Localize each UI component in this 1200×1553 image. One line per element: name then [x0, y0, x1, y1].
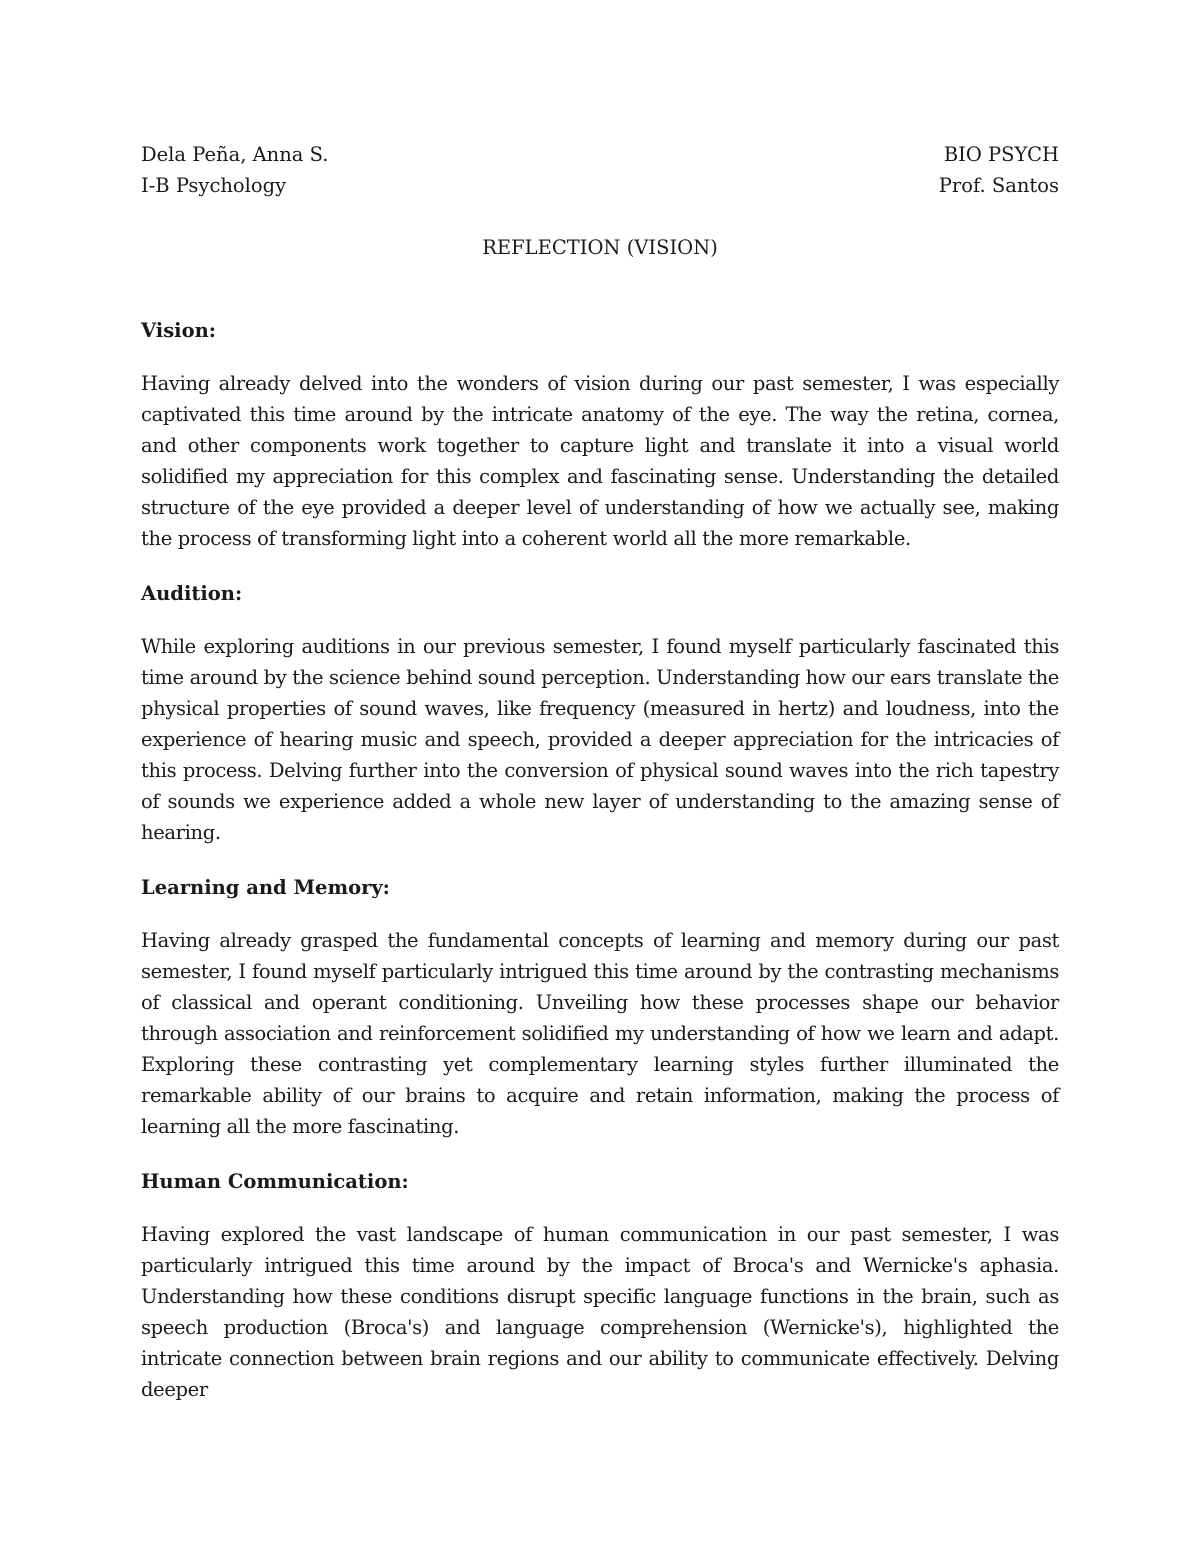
section-vision	[141, 315, 1059, 554]
student-section: I-B Psychology	[141, 174, 287, 197]
professor-name: Prof. Santos	[938, 174, 1059, 197]
section-body: Having already delved into the wonders of vision during our past semester, I was especially captivated this time around by the intricate anatomy of the eye. The way the retina, cornea, and other components work together to capture light and translate it into a visual world solidified my appreciation for this complex and fascinating sense. Understanding the detailed structure of the eye provided a deeper level of understanding of how we actually see, making the process of transforming light into a coherent world all the more remarkable.	[141, 372, 1059, 550]
header-row-1	[141, 139, 1059, 170]
section-heading: Audition:	[141, 582, 243, 605]
course-name: BIO PSYCH	[943, 143, 1059, 166]
student-name: Dela Peña, Anna S.	[141, 143, 329, 166]
document-title: REFLECTION (VISION)	[482, 236, 718, 259]
section-learning-memory	[141, 872, 1059, 1142]
document-page	[141, 139, 1059, 1429]
section-heading: Human Communication:	[141, 1170, 409, 1193]
section-body: Having explored the vast landscape of human communication in our past semester, I was particularly intrigued this time around by the impact of Broca's and Wernicke's aphasia. Understanding how these conditions disrupt specific language functions in the brain, such as speech production (Broca's) and language comprehension (Wernicke's), highlighted the intricate connection between brain regions and our ability to communicate effectively. Delving deeper	[141, 1223, 1059, 1401]
header-row-2	[141, 170, 1059, 201]
section-body: While exploring auditions in our previous semester, I found myself particularly fascinated this time around by the science behind sound perception. Understanding how our ears translate the physical properties of sound waves, like frequency (measured in hertz) and loudness, into the experience of hearing music and speech, provided a deeper appreciation for the intricacies of this process. Delving further into the conversion of physical sound waves into the rich tapestry of sounds we experience added a whole new layer of understanding to the amazing sense of hearing.	[141, 635, 1059, 844]
section-heading: Vision:	[141, 319, 216, 342]
section-heading: Learning and Memory:	[141, 876, 390, 899]
section-body: Having already grasped the fundamental concepts of learning and memory during our past semester, I found myself particularly intrigued this time around by the contrasting mechanisms of classical and operant conditioning. Unveiling how these processes shape our behavior through association and reinforcement solidified my understanding of how we learn and adapt. Exploring these contrasting yet complementary learning styles further illuminated the remarkable ability of our brains to acquire and retain information, making the process of learning all the more fascinating.	[141, 929, 1059, 1138]
section-audition	[141, 578, 1059, 848]
section-human-communication	[141, 1166, 1059, 1405]
